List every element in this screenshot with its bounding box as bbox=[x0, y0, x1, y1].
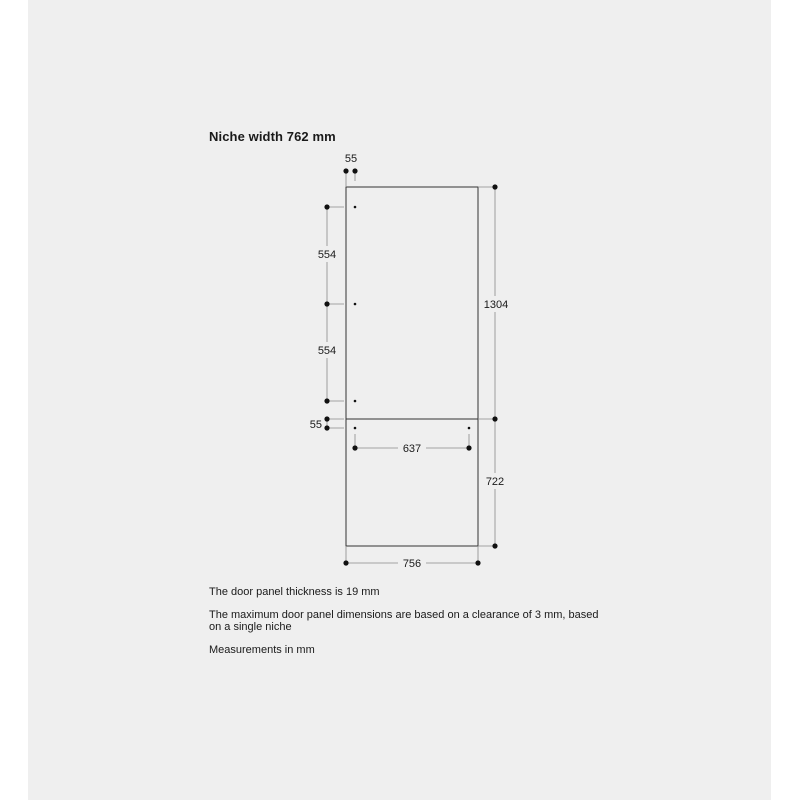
dot-height-bottom bbox=[492, 543, 497, 548]
note-units: Measurements in mm bbox=[209, 644, 315, 656]
dim-label-total-width: 756 bbox=[402, 558, 422, 570]
dot-height-mid bbox=[492, 416, 497, 421]
note-clearance: The maximum door panel dimensions are based on a clearance of 3 mm, based on a single niche bbox=[209, 609, 599, 633]
dim-label-upper-spacing-2: 554 bbox=[317, 345, 337, 357]
dot-upper-3 bbox=[324, 398, 329, 403]
dim-label-lower-offset: 55 bbox=[309, 419, 322, 431]
dot-lower-width-right bbox=[466, 445, 471, 450]
dot-top-left bbox=[343, 168, 348, 173]
dim-label-upper-spacing-1: 554 bbox=[317, 249, 337, 261]
dot-lower-offset-1 bbox=[324, 416, 329, 421]
lower-door-panel bbox=[346, 419, 478, 546]
mount-point-3 bbox=[354, 400, 357, 403]
dim-label-top-offset: 55 bbox=[344, 153, 358, 165]
dot-lower-offset-2 bbox=[324, 425, 329, 430]
mount-point-5 bbox=[468, 427, 471, 430]
dot-upper-2 bbox=[324, 301, 329, 306]
dim-label-lower-height: 722 bbox=[485, 476, 505, 488]
note-panel-thickness: The door panel thickness is 19 mm bbox=[209, 586, 380, 598]
dim-label-upper-height: 1304 bbox=[483, 299, 509, 311]
dot-height-top bbox=[492, 184, 497, 189]
dim-label-lower-width: 637 bbox=[402, 443, 422, 455]
dot-lower-width-left bbox=[352, 445, 357, 450]
upper-door-panel bbox=[346, 187, 478, 419]
diagram-title: Niche width 762 mm bbox=[209, 129, 336, 144]
dot-top-right bbox=[352, 168, 357, 173]
mount-point-1 bbox=[354, 206, 357, 209]
dot-upper-1 bbox=[324, 204, 329, 209]
mount-point-2 bbox=[354, 303, 357, 306]
mount-point-4 bbox=[354, 427, 357, 430]
dot-width-right bbox=[475, 560, 480, 565]
dot-width-left bbox=[343, 560, 348, 565]
